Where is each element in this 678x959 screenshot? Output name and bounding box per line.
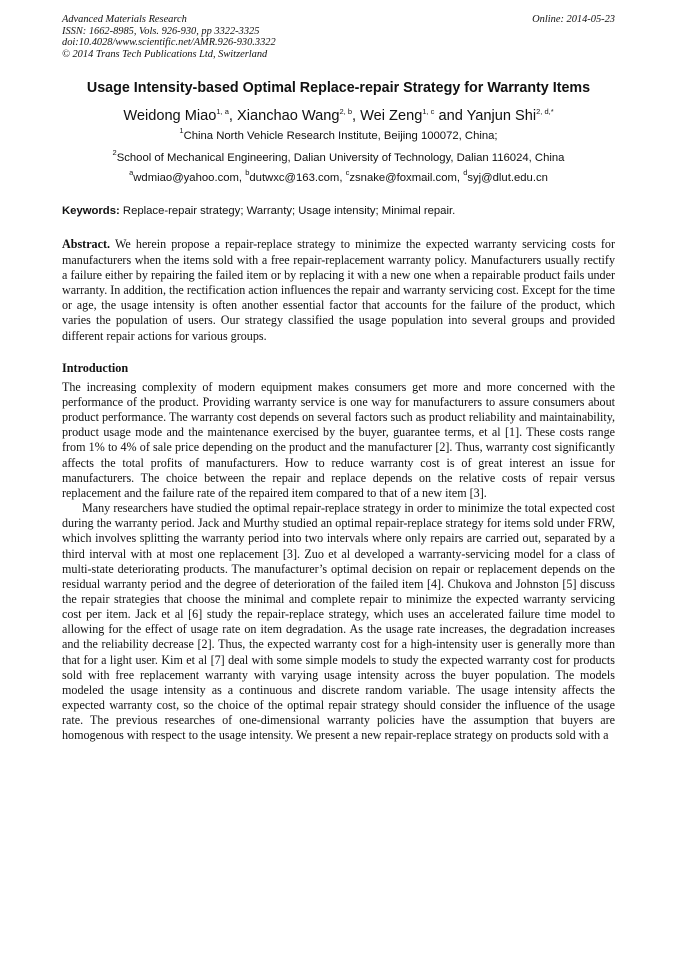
doi-line: doi:10.4028/www.scientific.net/AMR.926-930.3322 xyxy=(62,37,276,49)
author-sup: 2, b xyxy=(339,107,353,117)
email-sep: , xyxy=(456,172,464,185)
affiliation-sup: 2 xyxy=(112,148,117,158)
email[interactable]: zsnake@foxmail.com xyxy=(349,172,457,185)
affiliation-sup: 1 xyxy=(179,126,184,136)
email-sup: d xyxy=(463,168,468,178)
author-list xyxy=(62,106,615,126)
author-name: Xianchao Wang xyxy=(237,108,340,125)
author-sup: 2, d,* xyxy=(536,107,554,117)
abstract-text: We herein propose a repair-replace strategy to minimize the expected warranty servicing costs for manufacturers when the items sold with a free repair-replacement warranty policy. Manufacturers usually rectify a failure either by repairing the failed item or by replacing it with a new one when a repairable product fails under warranty. In addition, the rectification action influences the repair and warranty servicing cost. Except for the time or age, the usage intensity is often another essential factor that accounts for the failure of the product, which varies the population of users. Our strategy classified the usage population into several groups and provided different repair actions for various groups. xyxy=(62,237,615,343)
author-sup: 1, a xyxy=(216,107,229,117)
affiliation-2 xyxy=(62,148,615,165)
email-sep: , xyxy=(238,172,246,185)
abstract xyxy=(62,237,615,343)
email[interactable]: syj@dlut.edu.cn xyxy=(467,172,548,185)
affiliation-text: China North Vehicle Research Institute, Beijing 100072, China; xyxy=(183,130,498,143)
email[interactable]: dutwxc@163.com xyxy=(249,172,340,185)
keywords-label: Keywords: xyxy=(62,205,120,218)
journal-name: Advanced Materials Research xyxy=(62,14,187,25)
email[interactable]: wdmiao@yahoo.com xyxy=(133,172,239,185)
author-name: Weidong Miao xyxy=(123,108,217,125)
affiliation-text: School of Mechanical Engineering, Dalian University of Technology, Dalian 116024, China xyxy=(116,152,565,165)
online-date: Online: 2014-05-23 xyxy=(532,14,615,25)
keywords-text: Replace-repair strategy; Warranty; Usage intensity; Minimal repair. xyxy=(119,205,456,218)
paragraph: Many researchers have studied the optimal repair-replace strategy in order to minimize the total expected cost during the warranty period. Jack and Murthy studied an optimal repair-replace strategy for items sold under FRW, which involves splitting the warranty period into two intervals where only repairs are carried out, separated by a third interval with at most one replacement [3]. Zuo et al developed a warranty-servicing model for a class of multi-state deteriorating products. The manufacturer’s optimal decision on repair or replacement depends on the residual warranty period and the degree of deterioration of the failed item [4]. Chukova and Johnston [5] discuss the repair strategies that choose the minimal and complete repair to minimize the expected warranty servicing cost per item. Jack et al [6] study the repair-replace strategy, which uses an accelerated failure time model to allowing for the effect of usage rate on item degradation. As the usage rate increases, the degradation increases and the reliability decrease [2]. Thus, the expected warranty cost for a high-intensity user is generally more than that for a light user. Kim et al [7] deal with some simple models to study the expected warranty cost for products sold with free replacement warranty with varying usage intensity across the buyer population. The models modeled the usage intensity as a continuous and discrete random variable. The usage intensity affects the expected warranty cost, so the choice of the optimal repair strategy should consider the influence of the usage rate. The previous researches of one-dimensional warranty policies have the assumption that buyers are homogenous with respect to the usage intensity. We present a new repair-replace strategy on products sold with a xyxy=(62,501,615,743)
author-name: Yanjun Shi xyxy=(466,108,537,125)
copyright-line: © 2014 Trans Tech Publications Ltd, Switzerland xyxy=(62,48,268,60)
email-sep: , xyxy=(339,172,346,185)
author-sep: , xyxy=(228,108,237,125)
keywords xyxy=(62,205,615,218)
author-sep: , xyxy=(352,108,361,125)
affiliation-1 xyxy=(62,126,615,143)
paragraph: The increasing complexity of modern equipment makes consumers get more and more concerned with the performance of the product. Providing warranty service is one way for manufacturers to assure consumers about product performance. The warranty cost depends on several factors such as product reliability and maintainability, product usage mode and the maintenance exercised by the buyer, guarantee terms, et al [1]. These costs range from 1% to 4% of sale price depending on the product and the manufacturer [2]. Thus, warranty cost significantly affects the total profits of manufacturers. How to reduce warranty cost is of great interest an issue for manufacturers. The choice between the repair and replace depends on the relative costs of repair versus replacement and the failure rate of the repaired item compared to that of a new item [3]. xyxy=(62,379,615,500)
author-sup: 1, c xyxy=(422,107,435,117)
author-sep: and xyxy=(434,108,467,125)
issn-line: ISSN: 1662-8985, Vols. 926-930, pp 3322-3325 xyxy=(62,25,260,37)
paper-title: Usage Intensity-based Optimal Replace-repair Strategy for Warranty Items xyxy=(86,80,591,97)
section-heading-introduction: Introduction xyxy=(62,360,129,375)
email-sup: a xyxy=(129,168,134,178)
email-sup: c xyxy=(345,168,350,178)
paper-page xyxy=(62,14,615,744)
email-list xyxy=(62,168,615,185)
abstract-label: Abstract. xyxy=(62,237,111,252)
journal-header xyxy=(62,14,615,60)
email-sup: b xyxy=(245,168,250,178)
author-name: Wei Zeng xyxy=(360,108,423,125)
